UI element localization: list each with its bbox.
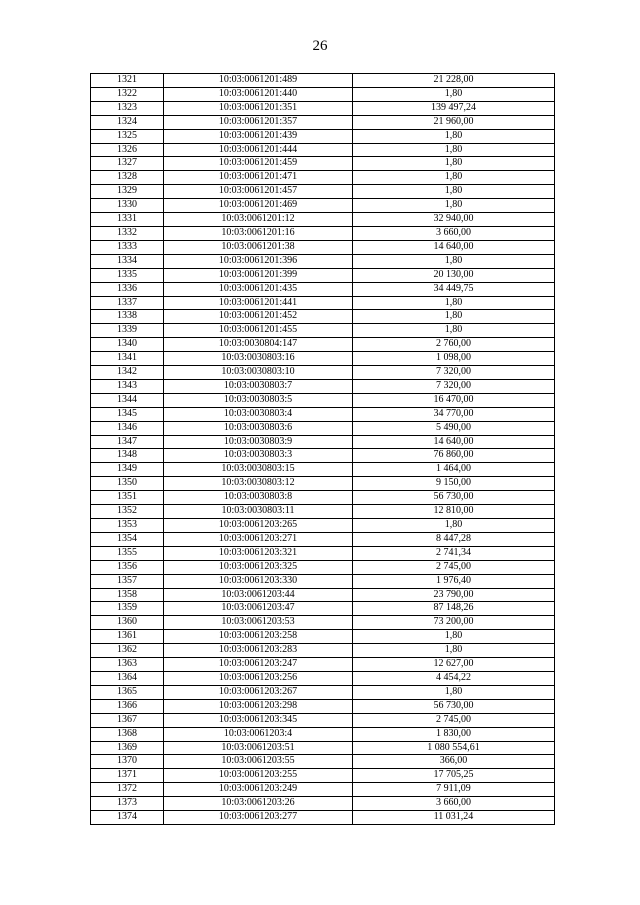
- row-number-cell: 1344: [91, 393, 164, 407]
- row-number-cell: 1371: [91, 769, 164, 783]
- row-number-cell: 1365: [91, 685, 164, 699]
- table-row: [91, 199, 555, 213]
- table-row: [91, 532, 555, 546]
- cadastral-number-cell: 10:03:0061203:277: [164, 811, 353, 825]
- row-number-cell: 1333: [91, 240, 164, 254]
- value-cell: 87 148,26: [353, 602, 555, 616]
- row-number-cell: 1326: [91, 143, 164, 157]
- cadastral-number-cell: 10:03:0061201:489: [164, 74, 353, 88]
- value-cell: 1,80: [353, 630, 555, 644]
- cadastral-number-cell: 10:03:0030803:8: [164, 491, 353, 505]
- value-cell: 16 470,00: [353, 393, 555, 407]
- table-row: [91, 143, 555, 157]
- value-cell: 4 454,22: [353, 671, 555, 685]
- row-number-cell: 1374: [91, 811, 164, 825]
- value-cell: 2 745,00: [353, 713, 555, 727]
- value-cell: 1 098,00: [353, 352, 555, 366]
- row-number-cell: 1345: [91, 407, 164, 421]
- cadastral-number-cell: 10:03:0061203:255: [164, 769, 353, 783]
- cadastral-number-cell: 10:03:0061203:53: [164, 616, 353, 630]
- value-cell: 1,80: [353, 254, 555, 268]
- value-cell: 56 730,00: [353, 491, 555, 505]
- table-row: [91, 185, 555, 199]
- cadastral-number-cell: 10:03:0061201:459: [164, 157, 353, 171]
- table-row: [91, 560, 555, 574]
- row-number-cell: 1335: [91, 268, 164, 282]
- value-cell: 1,80: [353, 129, 555, 143]
- table-row: [91, 393, 555, 407]
- cadastral-number-cell: 10:03:0061203:4: [164, 727, 353, 741]
- table-row: [91, 616, 555, 630]
- table-row: [91, 658, 555, 672]
- value-cell: 32 940,00: [353, 213, 555, 227]
- table-row: [91, 352, 555, 366]
- value-cell: 56 730,00: [353, 699, 555, 713]
- cadastral-number-cell: 10:03:0061203:258: [164, 630, 353, 644]
- value-cell: 7 911,09: [353, 783, 555, 797]
- cadastral-number-cell: 10:03:0061201:399: [164, 268, 353, 282]
- row-number-cell: 1328: [91, 171, 164, 185]
- row-number-cell: 1351: [91, 491, 164, 505]
- cadastral-number-cell: 10:03:0030803:15: [164, 463, 353, 477]
- table-row: [91, 449, 555, 463]
- value-cell: 1,80: [353, 185, 555, 199]
- value-cell: 7 320,00: [353, 366, 555, 380]
- cadastral-number-cell: 10:03:0061203:44: [164, 588, 353, 602]
- value-cell: 2 745,00: [353, 560, 555, 574]
- row-number-cell: 1332: [91, 226, 164, 240]
- cadastral-number-cell: 10:03:0061203:249: [164, 783, 353, 797]
- value-cell: 17 705,25: [353, 769, 555, 783]
- cadastral-number-cell: 10:03:0061201:38: [164, 240, 353, 254]
- cadastral-number-cell: 10:03:0030803:10: [164, 366, 353, 380]
- value-cell: 1 830,00: [353, 727, 555, 741]
- cadastral-number-cell: 10:03:0061201:357: [164, 115, 353, 129]
- cadastral-number-cell: 10:03:0030803:5: [164, 393, 353, 407]
- table-row: [91, 254, 555, 268]
- cadastral-number-cell: 10:03:0061203:283: [164, 644, 353, 658]
- cadastral-number-cell: 10:03:0061201:439: [164, 129, 353, 143]
- cadastral-number-cell: 10:03:0030803:12: [164, 477, 353, 491]
- row-number-cell: 1324: [91, 115, 164, 129]
- table-row: [91, 74, 555, 88]
- value-cell: 1,80: [353, 157, 555, 171]
- value-cell: 1,80: [353, 519, 555, 533]
- table-row: [91, 741, 555, 755]
- cadastral-number-cell: 10:03:0061201:469: [164, 199, 353, 213]
- value-cell: 20 130,00: [353, 268, 555, 282]
- row-number-cell: 1323: [91, 101, 164, 115]
- table-row: [91, 769, 555, 783]
- table-row: [91, 713, 555, 727]
- row-number-cell: 1363: [91, 658, 164, 672]
- value-cell: 1,80: [353, 143, 555, 157]
- row-number-cell: 1329: [91, 185, 164, 199]
- row-number-cell: 1327: [91, 157, 164, 171]
- row-number-cell: 1340: [91, 338, 164, 352]
- table-row: [91, 268, 555, 282]
- table-row: [91, 157, 555, 171]
- value-cell: 1,80: [353, 296, 555, 310]
- row-number-cell: 1349: [91, 463, 164, 477]
- value-cell: 1,80: [353, 171, 555, 185]
- cadastral-number-cell: 10:03:0030803:3: [164, 449, 353, 463]
- value-cell: 1,80: [353, 199, 555, 213]
- cadastral-number-cell: 10:03:0061203:247: [164, 658, 353, 672]
- cadastral-number-cell: 10:03:0061201:452: [164, 310, 353, 324]
- row-number-cell: 1357: [91, 574, 164, 588]
- cadastral-number-cell: 10:03:0030803:4: [164, 407, 353, 421]
- table-row: [91, 324, 555, 338]
- value-cell: 1,80: [353, 644, 555, 658]
- table-row: [91, 171, 555, 185]
- table-row: [91, 685, 555, 699]
- row-number-cell: 1348: [91, 449, 164, 463]
- value-cell: 1 464,00: [353, 463, 555, 477]
- table-row: [91, 811, 555, 825]
- row-number-cell: 1353: [91, 519, 164, 533]
- value-cell: 21 228,00: [353, 74, 555, 88]
- value-cell: 34 770,00: [353, 407, 555, 421]
- page-number: 26: [312, 38, 328, 54]
- row-number-cell: 1342: [91, 366, 164, 380]
- value-cell: 2 760,00: [353, 338, 555, 352]
- table-row: [91, 463, 555, 477]
- cadastral-number-cell: 10:03:0061203:55: [164, 755, 353, 769]
- value-cell: 23 790,00: [353, 588, 555, 602]
- row-number-cell: 1372: [91, 783, 164, 797]
- cadastral-number-cell: 10:03:0061201:435: [164, 282, 353, 296]
- table-row: [91, 783, 555, 797]
- cadastral-number-cell: 10:03:0061203:330: [164, 574, 353, 588]
- table-row: [91, 505, 555, 519]
- table-row: [91, 407, 555, 421]
- row-number-cell: 1369: [91, 741, 164, 755]
- table-row: [91, 101, 555, 115]
- table-row: [91, 491, 555, 505]
- table-row: [91, 115, 555, 129]
- cadastral-number-cell: 10:03:0061203:345: [164, 713, 353, 727]
- value-cell: 34 449,75: [353, 282, 555, 296]
- cadastral-number-cell: 10:03:0030803:16: [164, 352, 353, 366]
- table-row: [91, 574, 555, 588]
- cadastral-number-cell: 10:03:0030803:11: [164, 505, 353, 519]
- row-number-cell: 1362: [91, 644, 164, 658]
- row-number-cell: 1339: [91, 324, 164, 338]
- row-number-cell: 1337: [91, 296, 164, 310]
- table-row: [91, 282, 555, 296]
- table-row: [91, 519, 555, 533]
- row-number-cell: 1358: [91, 588, 164, 602]
- value-cell: 14 640,00: [353, 240, 555, 254]
- cadastral-number-cell: 10:03:0061201:441: [164, 296, 353, 310]
- row-number-cell: 1343: [91, 379, 164, 393]
- cadastral-number-cell: 10:03:0030804:147: [164, 338, 353, 352]
- row-number-cell: 1352: [91, 505, 164, 519]
- cadastral-number-cell: 10:03:0061201:12: [164, 213, 353, 227]
- row-number-cell: 1370: [91, 755, 164, 769]
- row-number-cell: 1338: [91, 310, 164, 324]
- value-cell: 12 627,00: [353, 658, 555, 672]
- value-cell: 139 497,24: [353, 101, 555, 115]
- value-cell: 1 080 554,61: [353, 741, 555, 755]
- table-body: [91, 74, 555, 825]
- table-row: [91, 213, 555, 227]
- table-row: [91, 630, 555, 644]
- value-cell: 366,00: [353, 755, 555, 769]
- table-row: [91, 477, 555, 491]
- cadastral-number-cell: 10:03:0061203:271: [164, 532, 353, 546]
- value-cell: 2 741,34: [353, 546, 555, 560]
- value-cell: 8 447,28: [353, 532, 555, 546]
- row-number-cell: 1367: [91, 713, 164, 727]
- table-row: [91, 310, 555, 324]
- value-cell: 14 640,00: [353, 435, 555, 449]
- table-row: [91, 699, 555, 713]
- value-cell: 73 200,00: [353, 616, 555, 630]
- table-row: [91, 435, 555, 449]
- table-row: [91, 296, 555, 310]
- cadastral-number-cell: 10:03:0030803:9: [164, 435, 353, 449]
- value-cell: 1,80: [353, 685, 555, 699]
- row-number-cell: 1350: [91, 477, 164, 491]
- value-cell: 3 660,00: [353, 797, 555, 811]
- cadastral-number-cell: 10:03:0061203:298: [164, 699, 353, 713]
- cadastral-number-cell: 10:03:0030803:7: [164, 379, 353, 393]
- table-row: [91, 240, 555, 254]
- cadastral-number-cell: 10:03:0061203:321: [164, 546, 353, 560]
- table-row: [91, 338, 555, 352]
- table-row: [91, 727, 555, 741]
- table-row: [91, 546, 555, 560]
- cadastral-number-cell: 10:03:0061203:325: [164, 560, 353, 574]
- cadastral-number-cell: 10:03:0061203:51: [164, 741, 353, 755]
- value-cell: 5 490,00: [353, 421, 555, 435]
- value-cell: 1,80: [353, 87, 555, 101]
- cadastral-number-cell: 10:03:0061201:351: [164, 101, 353, 115]
- row-number-cell: 1373: [91, 797, 164, 811]
- value-cell: 7 320,00: [353, 379, 555, 393]
- table-row: [91, 87, 555, 101]
- table-row: [91, 755, 555, 769]
- cadastral-number-cell: 10:03:0061201:444: [164, 143, 353, 157]
- cadastral-number-cell: 10:03:0061201:16: [164, 226, 353, 240]
- cadastral-number-cell: 10:03:0061201:457: [164, 185, 353, 199]
- cadastral-number-cell: 10:03:0061201:471: [164, 171, 353, 185]
- value-cell: 76 860,00: [353, 449, 555, 463]
- row-number-cell: 1325: [91, 129, 164, 143]
- row-number-cell: 1334: [91, 254, 164, 268]
- table-row: [91, 421, 555, 435]
- cadastral-number-cell: 10:03:0061203:265: [164, 519, 353, 533]
- row-number-cell: 1347: [91, 435, 164, 449]
- table-row: [91, 602, 555, 616]
- value-cell: 1 976,40: [353, 574, 555, 588]
- row-number-cell: 1364: [91, 671, 164, 685]
- row-number-cell: 1360: [91, 616, 164, 630]
- value-cell: 9 150,00: [353, 477, 555, 491]
- row-number-cell: 1341: [91, 352, 164, 366]
- value-cell: 11 031,24: [353, 811, 555, 825]
- table-row: [91, 797, 555, 811]
- cadastral-value-table: [90, 73, 555, 825]
- cadastral-number-cell: 10:03:0061203:267: [164, 685, 353, 699]
- cadastral-number-cell: 10:03:0061203:47: [164, 602, 353, 616]
- row-number-cell: 1366: [91, 699, 164, 713]
- value-cell: 1,80: [353, 324, 555, 338]
- value-cell: 1,80: [353, 310, 555, 324]
- table-row: [91, 588, 555, 602]
- row-number-cell: 1361: [91, 630, 164, 644]
- table-row: [91, 671, 555, 685]
- cadastral-number-cell: 10:03:0030803:6: [164, 421, 353, 435]
- table-row: [91, 226, 555, 240]
- cadastral-number-cell: 10:03:0061203:26: [164, 797, 353, 811]
- table-row: [91, 129, 555, 143]
- cadastral-number-cell: 10:03:0061203:256: [164, 671, 353, 685]
- value-cell: 3 660,00: [353, 226, 555, 240]
- row-number-cell: 1331: [91, 213, 164, 227]
- row-number-cell: 1354: [91, 532, 164, 546]
- table-row: [91, 379, 555, 393]
- row-number-cell: 1336: [91, 282, 164, 296]
- row-number-cell: 1355: [91, 546, 164, 560]
- row-number-cell: 1359: [91, 602, 164, 616]
- row-number-cell: 1368: [91, 727, 164, 741]
- row-number-cell: 1322: [91, 87, 164, 101]
- row-number-cell: 1330: [91, 199, 164, 213]
- value-cell: 21 960,00: [353, 115, 555, 129]
- table-row: [91, 644, 555, 658]
- table-row: [91, 366, 555, 380]
- row-number-cell: 1321: [91, 74, 164, 88]
- row-number-cell: 1346: [91, 421, 164, 435]
- cadastral-number-cell: 10:03:0061201:440: [164, 87, 353, 101]
- row-number-cell: 1356: [91, 560, 164, 574]
- value-cell: 12 810,00: [353, 505, 555, 519]
- cadastral-number-cell: 10:03:0061201:455: [164, 324, 353, 338]
- cadastral-number-cell: 10:03:0061201:396: [164, 254, 353, 268]
